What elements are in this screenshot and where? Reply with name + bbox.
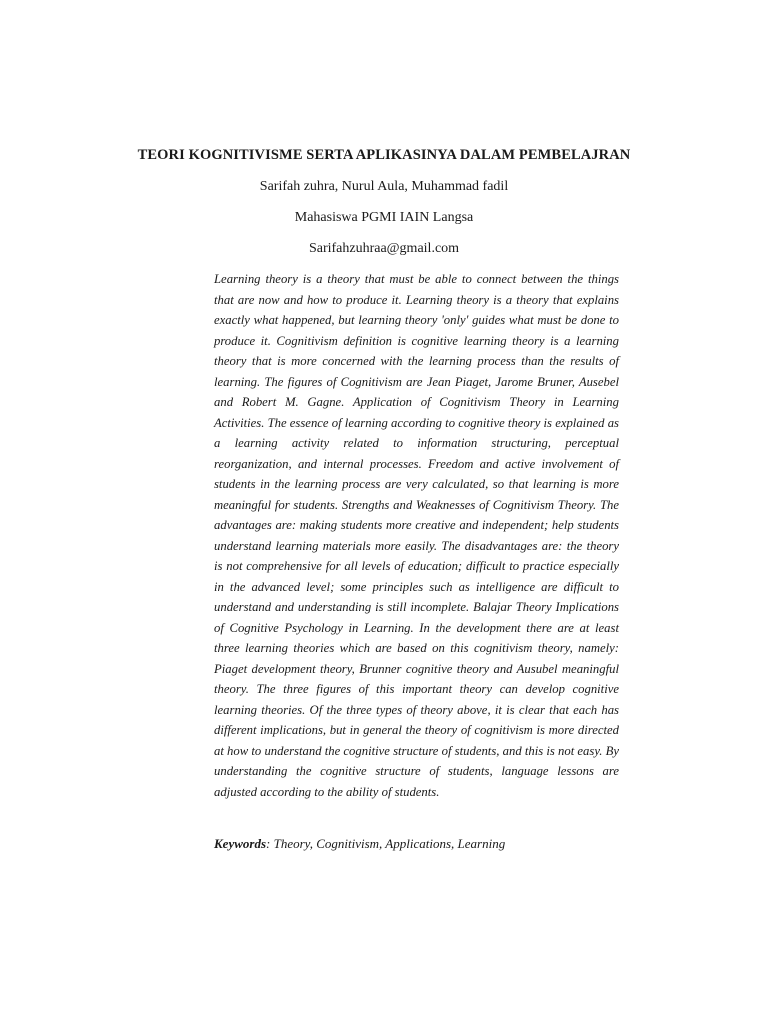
keywords-text: Theory, Cognitivism, Applications, Learning [273,836,506,851]
keywords-line [214,834,619,854]
keywords-separator: : [266,836,274,851]
abstract-paragraph: Learning theory is a theory that must be able to connect between the things that are now and how to produce it. Learning theory is a theory that explains exactly what happened, but learning theory 'only' guides what must be done to produce it. Cognitivism definition is cognitive learning theory is a learning theory that is more concerned with the learning process than the results of learning. The figures of Cognitivism are Jean Piaget, Jarome Bruner, Ausebel and Robert M. Gagne. Application of Cognitivism Theory in Learning Activities. The essence of learning according to cognitive theory is explained as a learning activity related to information structuring, perceptual reorganization, and internal processes. Freedom and active involvement of students in the learning process are very calculated, so that learning is more meaningful for students. Strengths and Weaknesses of Cognitivism Theory. The advantages are: making students more creative and independent; help students understand learning materials more easily. The disadvantages are: the theory is not comprehensive for all levels of education; difficult to practice especially in the advanced level; some principles such as intelligence are difficult to understand and understanding is still incomplete. Balajar Theory Implications of Cognitive Psychology in Learning. In the development there are at least three learning theories which are based on this cognitivism theory, namely: Piaget development theory, Brunner cognitive theory and Ausubel meaningful theory. The three figures of this important theory can develop cognitive learning theories. Of the three types of theory above, it is clear that each has different implications, but in general the theory of cognitivism is more directed at how to understand the cognitive structure of students, and this is not easy. By understanding the cognitive structure of students, language lessons are adjusted according to the ability of students. [214,272,619,799]
author-email: Sarifahzuhraa@gmail.com [308,241,460,256]
author-affiliation: Mahasiswa PGMI IAIN Langsa [294,210,474,225]
paper-title: TEORI KOGNITIVISME SERTA APLIKASINYA DALAM PEMBELAJRAN [137,147,631,163]
author-list: Sarifah zuhra, Nurul Aula, Muhammad fadil [259,179,509,194]
keywords-label: Keywords [214,836,266,851]
